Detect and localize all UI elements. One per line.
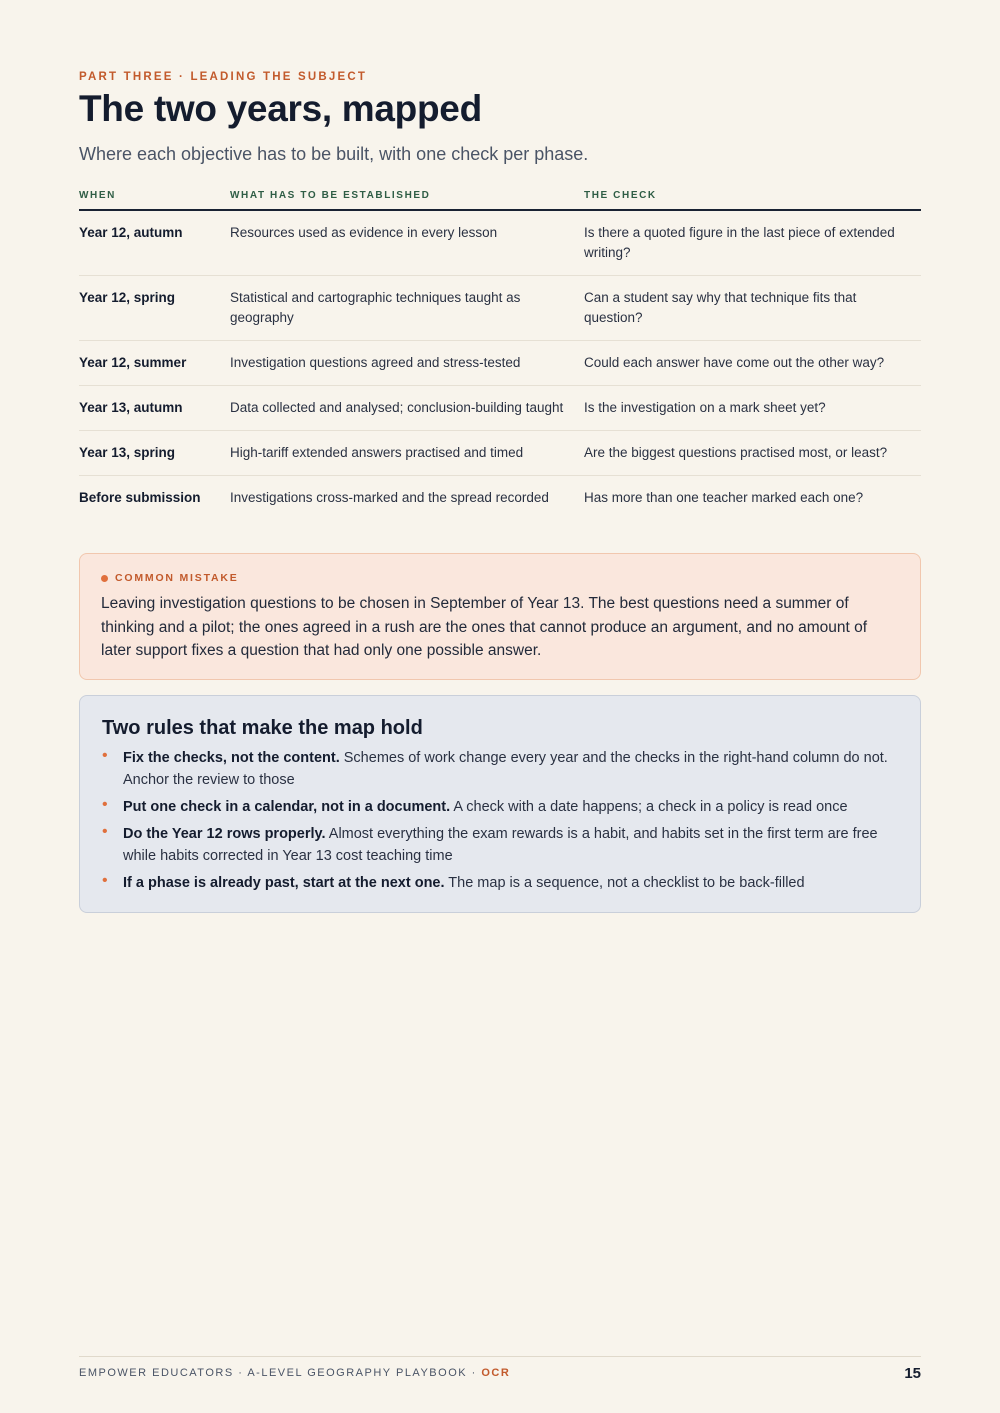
rule-text: Almost everything the exam rewards is a habit, and habits set in the first term are free while habits corrected in Year 13 cost teaching time bbox=[123, 826, 878, 864]
row-established: Data collected and analysed; conclusion-building taught bbox=[230, 386, 584, 431]
table-row bbox=[79, 276, 921, 341]
row-when: Year 12, autumn bbox=[79, 210, 230, 276]
row-established: Investigation questions agreed and stress-tested bbox=[230, 341, 584, 386]
page-title: The two years, mapped bbox=[79, 88, 482, 129]
footer-brand: OCR bbox=[481, 1367, 511, 1379]
rule-lead: Put one check in a calendar, not in a document. bbox=[123, 799, 451, 815]
bullet-icon: • bbox=[102, 747, 108, 764]
row-check: Is the investigation on a mark sheet yet? bbox=[584, 386, 921, 431]
rule-lead: Fix the checks, not the content. bbox=[123, 750, 340, 766]
row-when: Year 13, autumn bbox=[79, 386, 230, 431]
two-year-map-table bbox=[79, 186, 921, 520]
footer-divider bbox=[79, 1356, 921, 1357]
rules-title: Two rules that make the map hold bbox=[102, 717, 423, 739]
row-established: Investigations cross-marked and the spread recorded bbox=[230, 490, 549, 505]
table-row bbox=[79, 386, 921, 431]
row-established: Resources used as evidence in every lesson bbox=[230, 210, 584, 276]
rule-text: The map is a sequence, not a checklist to be back-filled bbox=[444, 875, 805, 891]
common-mistake-label-row bbox=[101, 571, 900, 585]
rule-text: Schemes of work change every year and the checks in the right-hand column do not. Anchor the review to those bbox=[123, 750, 888, 788]
bullet-dot-icon bbox=[101, 575, 108, 582]
section-eyebrow: PART THREE · LEADING THE SUBJECT bbox=[79, 71, 368, 83]
row-when: Year 13, spring bbox=[79, 431, 230, 476]
rule-lead: Do the Year 12 rows properly. bbox=[123, 826, 326, 842]
footer-publication bbox=[79, 1367, 510, 1379]
table-row bbox=[79, 431, 921, 476]
list-item bbox=[102, 747, 898, 791]
footer-text: EMPOWER EDUCATORS · A-LEVEL GEOGRAPHY PLAYBOOK · bbox=[79, 1367, 482, 1379]
list-item bbox=[102, 823, 898, 867]
row-when: Before submission bbox=[79, 490, 201, 505]
row-check: Has more than one teacher marked each one? bbox=[584, 490, 864, 505]
rule-text: A check with a date happens; a check in a policy is read once bbox=[450, 799, 848, 815]
common-mistake-label: COMMON MISTAKE bbox=[115, 572, 239, 584]
rules-list bbox=[102, 747, 898, 894]
header-check: THE CHECK bbox=[584, 186, 921, 210]
table-header-row bbox=[79, 186, 921, 210]
header-when: WHEN bbox=[79, 186, 230, 210]
bullet-icon: • bbox=[102, 872, 108, 889]
rules-panel bbox=[79, 695, 921, 913]
list-item bbox=[102, 796, 898, 818]
table-row bbox=[79, 341, 921, 386]
table-row bbox=[79, 476, 921, 521]
rule-lead: If a phase is already past, start at the next one. bbox=[123, 875, 445, 891]
page-subtitle: Where each objective has to be built, with one check per phase. bbox=[79, 144, 589, 164]
common-mistake-callout bbox=[79, 553, 921, 680]
bullet-icon: • bbox=[102, 796, 108, 813]
page-number: 15 bbox=[904, 1365, 921, 1382]
row-check: Is there a quoted figure in the last piece of extended writing? bbox=[584, 210, 921, 276]
row-when: Year 12, summer bbox=[79, 341, 230, 386]
row-when: Year 12, spring bbox=[79, 276, 230, 341]
row-established: High-tariff extended answers practised and timed bbox=[230, 431, 584, 476]
row-check: Could each answer have come out the other way? bbox=[584, 341, 921, 386]
common-mistake-text: Leaving investigation questions to be chosen in September of Year 13. The best questions need a summer of thinking and a pilot; the ones agreed in a rush are the ones that cannot produce an argument, and no amount of later support fixes a question that had only one possible answer. bbox=[101, 595, 868, 659]
row-check: Are the biggest questions practised most, or least? bbox=[584, 431, 921, 476]
row-established: Statistical and cartographic techniques taught as geography bbox=[230, 276, 584, 341]
bullet-icon: • bbox=[102, 823, 108, 840]
row-check: Can a student say why that technique fits that question? bbox=[584, 276, 921, 341]
header-established: WHAT HAS TO BE ESTABLISHED bbox=[230, 186, 584, 210]
table-row bbox=[79, 210, 921, 276]
list-item bbox=[102, 872, 898, 894]
